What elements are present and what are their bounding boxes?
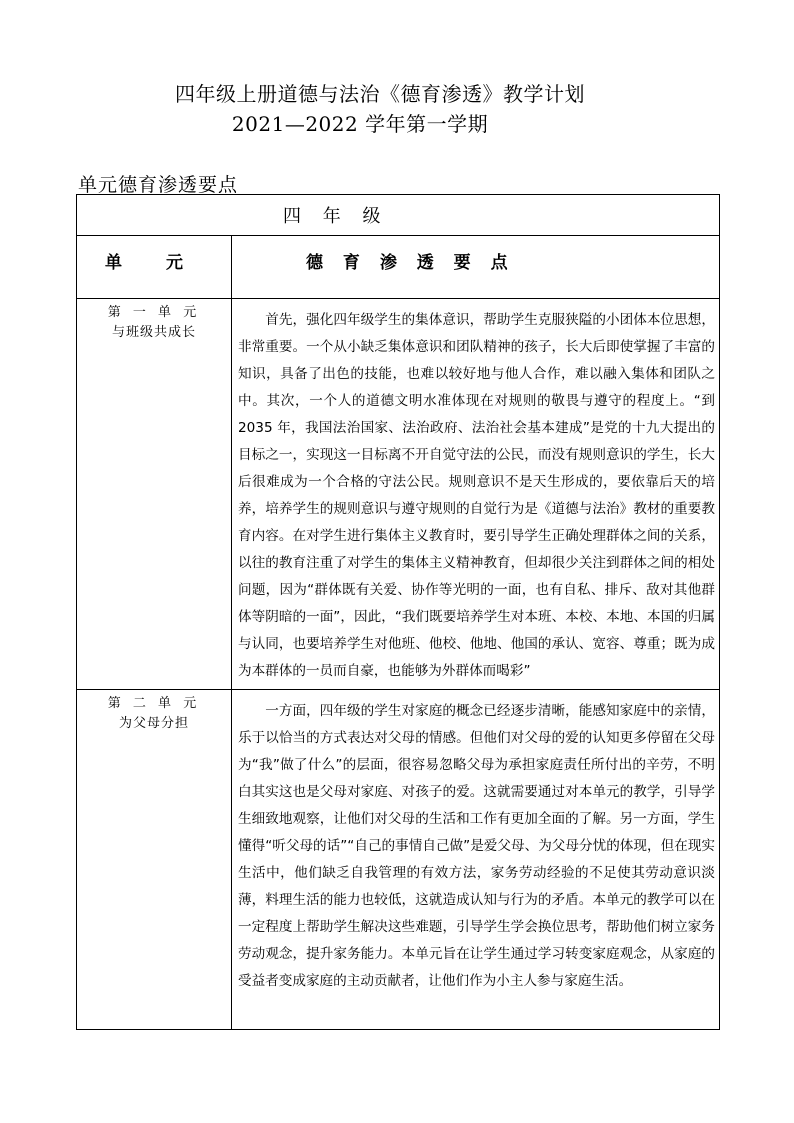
moral-education-table — [76, 194, 720, 1030]
unit-number: 第 一 单 元 — [107, 305, 201, 320]
unit-column-header-label: 单元 — [105, 253, 227, 273]
points-column-header-label: 德 育 渗 透 要 点 — [306, 253, 515, 273]
table-row — [77, 690, 720, 1030]
unit-content: 首先，强化四年级学生的集体意识，帮助学生克服狭隘的小团体本位思想，非常重要。一个从小缺乏集体意识和团队精神的孩子，长大后即使掌握了丰富的知识，具备了出色的技能，也难以较好地与他人合作，难以融入集体和团队之中。其次，一个人的道德文明水准体现在对规则的敬畏与遵守的程度上。“到 2035 年，我国法治国家、法治政府、法治社会基本建成”是党的十九大提出的目标之一，实现这一目标离不开自觉守法的公民，而没有规则意识的学生，长大后很难成为一个合格的守法公民。规则意识不是天生形成的，要依靠后天的培养，培养学生的规则意识与遵守规则的自觉行为是《道德与法治》教材的重要教育内容。在对学生进行集体主义教育时，要引导学生正确处理群体之间的关系，以往的教育注重了对学生的集体主义精神教育，但却很少关注到群体之间的相处问题，因为“群体既有关爱、协作等光明的一面，也有自私、排斥、敌对其他群体等阴暗的一面”，因此，“我们既要培养学生对本班、本校、本地、本国的归属与认同，也要培养学生对他班、他校、他地、他国的承认、宽容、尊重；既为成为本群体的一员而自豪，也能够为外群体而喝彩” — [238, 312, 716, 679]
table-row — [77, 299, 720, 690]
grade-header: 四 年 级 — [77, 195, 720, 236]
unit-number: 第 二 单 元 — [107, 696, 201, 711]
unit-name: 与班级共成长 — [111, 325, 196, 340]
document-subtitle: 2021—2022 学年第一学期 — [231, 112, 489, 136]
document-title: 四年级上册道德与法治《德育渗透》教学计划 — [175, 82, 585, 106]
unit-column-header — [77, 236, 232, 299]
content-cell — [232, 690, 720, 1030]
unit-content: 一方面，四年级的学生对家庭的概念已经逐步清晰，能感知家庭中的亲情，乐于以恰当的方式表达对父母的情感。但他们对父母的爱的认知更多停留在父母为“我”做了什么”的层面，很容易忽略父母为承担家庭责任所付出的辛劳，不明白其实这也是父母对家庭、对孩子的爱。这就需要通过对本单元的教学，引导学生细致地观察，让他们对父母的生活和工作有更加全面的了解。另一方面，学生懂得“听父母的话”“自己的事情自己做”是爱父母、为父母分忧的体现，但在现实生活中，他们缺乏自我管理的有效方法，家务劳动经验的不足使其劳动意识淡薄，料理生活的能力也较低，这就造成认知与行为的矛盾。本单元的教学可以在一定程度上帮助学生解决这些难题，引导学生学会换位思考，帮助他们树立家务劳动观念，提升家务能力。本单元旨在让学生通过学习转变家庭观念，从家庭的受益者变成家庭的主动贡献者，让他们作为小主人参与家庭生活。 — [238, 703, 716, 989]
content-cell — [232, 299, 720, 690]
section-heading: 单元德育渗透要点 — [78, 174, 239, 196]
unit-name: 为父母分担 — [118, 716, 189, 731]
points-column-header — [232, 236, 720, 299]
unit-cell — [77, 690, 232, 1030]
unit-cell — [77, 299, 232, 690]
